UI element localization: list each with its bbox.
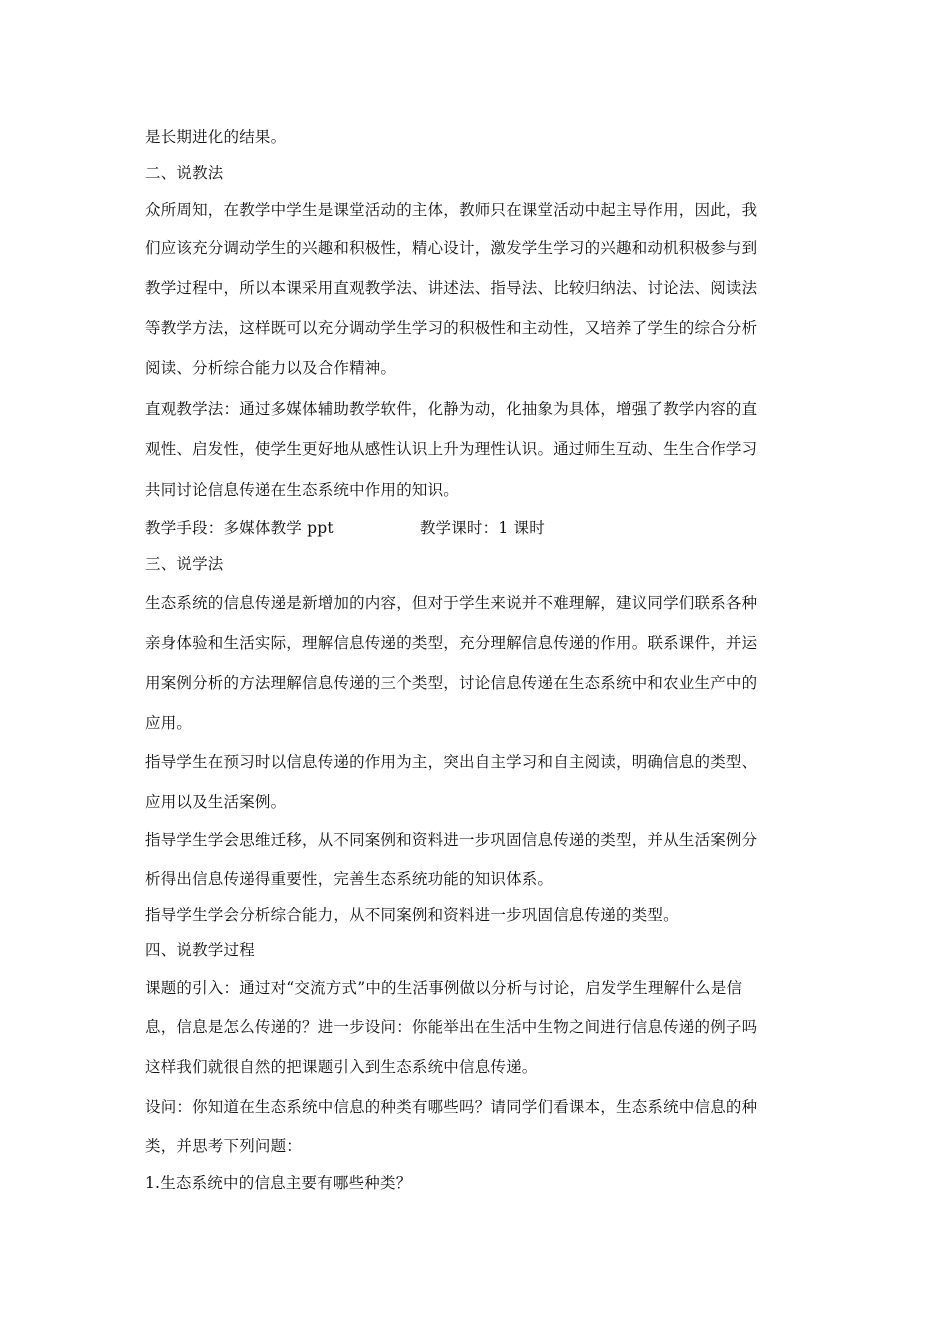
text-line: 共同讨论信息传递在生态系统中作用的知识。 [145, 481, 460, 499]
text-line: 息，信息是怎么传递的？进一步设问：你能举出在生活中生物之间进行信息传递的例子吗 [145, 1018, 758, 1036]
text-line: 指导学生学会思维迁移，从不同案例和资料进一步巩固信息传递的类型，并从生活案例分 [145, 831, 758, 849]
text-line: 众所周知，在教学中学生是课堂活动的主体，教师只在课堂活动中起主导作用，因此，我 [145, 201, 758, 219]
text-line: 指导学生学会分析综合能力，从不同案例和资料进一步巩固信息传递的类型。 [145, 906, 679, 924]
text-line: 生态系统的信息传递是新增加的内容，但对于学生来说并不难理解，建议同学们联系各种 [145, 594, 758, 612]
text-line: 是长期进化的结果。 [145, 128, 287, 146]
text-line: 应用。 [145, 714, 193, 732]
text-line: 们应该充分调动学生的兴趣和积极性，精心设计，激发学生学习的兴趣和动机积极参与到 [145, 239, 758, 257]
text-line: 指导学生在预习时以信息传递的作用为主，突出自主学习和自主阅读，明确信息的类型、 [145, 753, 758, 771]
text-line: 用案例分析的方法理解信息传递的三个类型，讨论信息传递在生态系统中和农业生产中的 [145, 674, 758, 692]
text-line: 阅读、分析综合能力以及合作精神。 [145, 359, 397, 377]
text-line: 这样我们就很自然的把课题引入到生态系统中信息传递。 [145, 1058, 538, 1076]
text-line: 教学过程中，所以本课采用直观教学法、讲述法、指导法、比较归纳法、讨论法、阅读法 [145, 279, 758, 297]
teaching-hours: 教学课时：1 课时 [419, 519, 545, 537]
teaching-means: 教学手段：多媒体教学 ppt [145, 519, 334, 537]
text-line: 等教学方法，这样既可以充分调动学生学习的积极性和主动性，又培养了学生的综合分析 [145, 319, 758, 337]
section-heading: 三、说学法 [145, 555, 224, 573]
section-heading: 二、说教法 [145, 164, 224, 182]
teaching-means-line [145, 518, 815, 538]
text-line: 直观教学法：通过多媒体辅助教学软件，化静为动，化抽象为具体，增强了教学内容的直 [145, 400, 758, 418]
text-line: 亲身体验和生活实际，理解信息传递的类型，充分理解信息传递的作用。联系课件，并运 [145, 634, 758, 652]
text-line: 观性、启发性，使学生更好地从感性认识上升为理性认识。通过师生互动、生生合作学习 [145, 440, 758, 458]
section-heading: 四、说教学过程 [145, 941, 255, 959]
text-line: 类，并思考下列问题： [145, 1137, 303, 1155]
text-line: 1.生态系统中的信息主要有哪些种类？ [145, 1174, 412, 1192]
text-line: 设问：你知道在生态系统中信息的种类有哪些吗？请同学们看课本，生态系统中信息的种 [145, 1098, 758, 1116]
text-line: 课题的引入：通过对“交流方式”中的生活事例做以分析与讨论，启发学生理解什么是信 [145, 979, 743, 997]
text-line: 析得出信息传递得重要性，完善生态系统功能的知识体系。 [145, 870, 554, 888]
text-line: 应用以及生活案例。 [145, 793, 287, 811]
